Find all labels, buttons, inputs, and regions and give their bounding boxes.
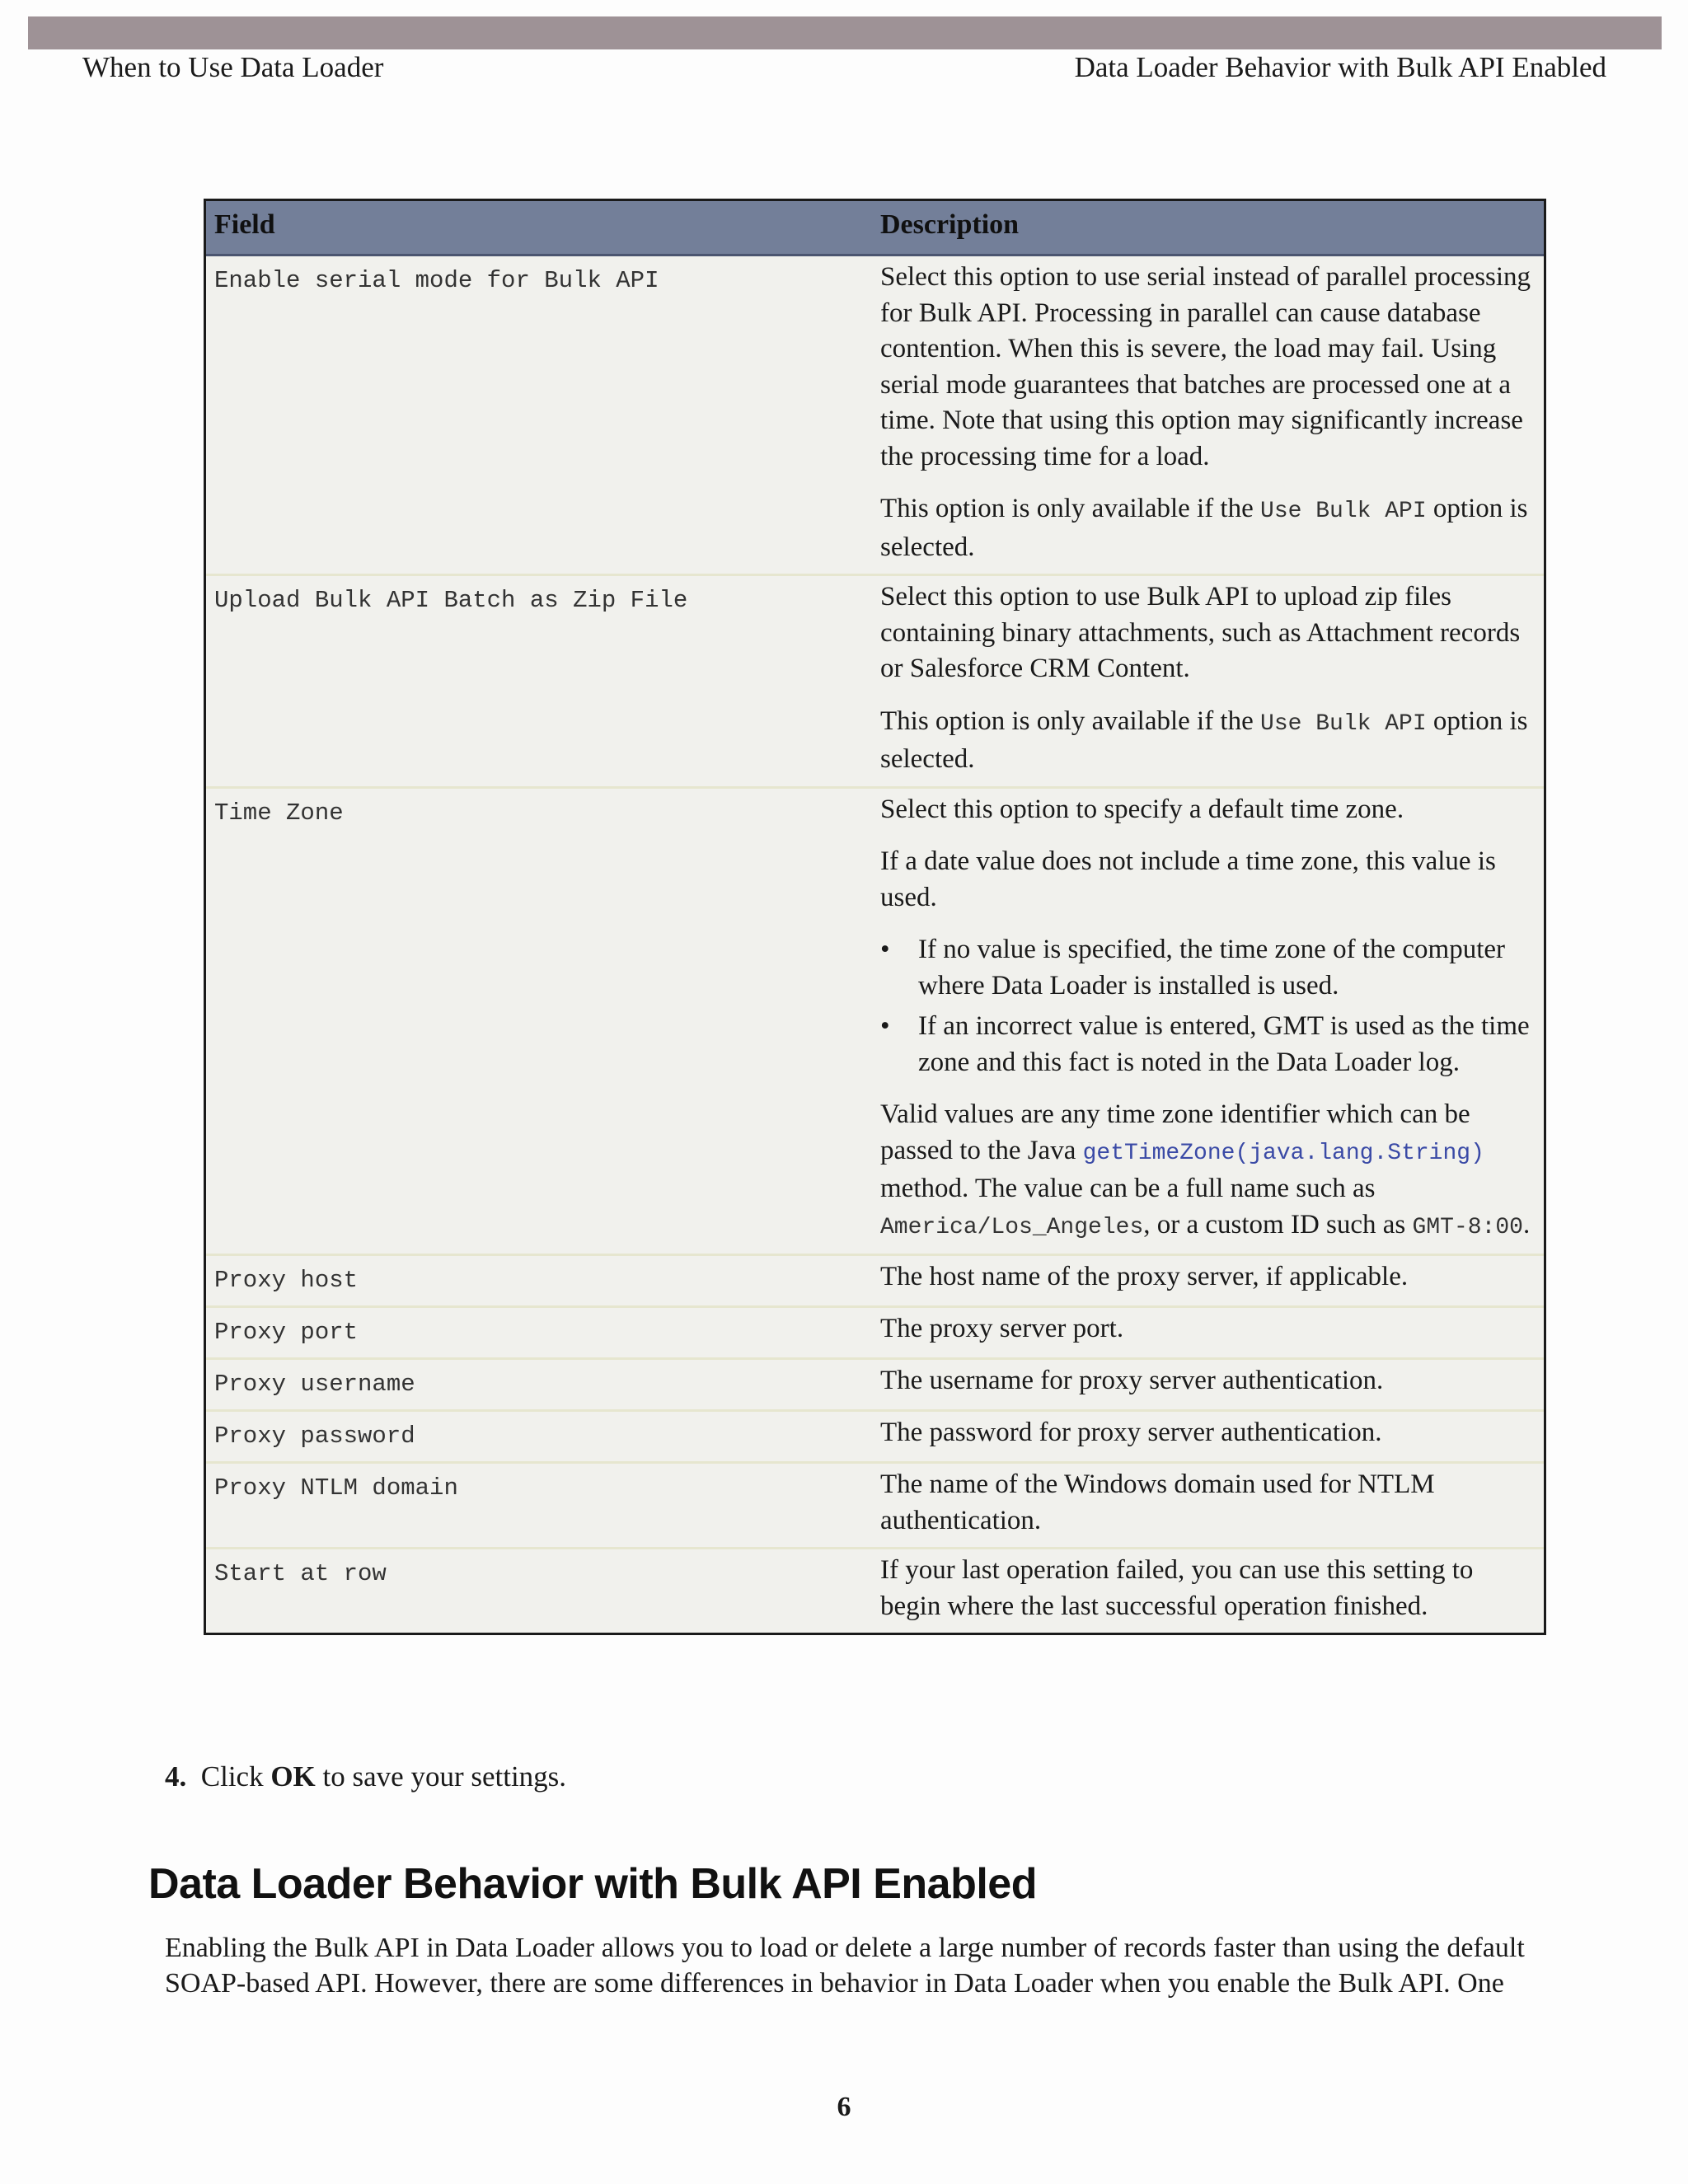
field-name: Start at row: [214, 1560, 387, 1587]
field-name: Time Zone: [214, 799, 344, 827]
field-description: The host name of the proxy server, if applicable.: [880, 1262, 1409, 1291]
bullet-icon: •: [880, 935, 890, 964]
field-description: [872, 576, 1544, 786]
page-number: 6: [837, 2092, 851, 2122]
inline-code: Use Bulk API: [1260, 710, 1427, 737]
field-name: Proxy host: [214, 1267, 359, 1294]
table-row: [206, 256, 1544, 576]
table-row: [206, 1308, 1544, 1360]
step-4: 4. Click OK to save your settings.: [165, 1760, 567, 1793]
description-paragraph: This option is only available if the Use Bulk API option is selected.: [880, 705, 1528, 774]
field-description: [872, 256, 1544, 574]
field-name: Proxy password: [214, 1422, 415, 1450]
inline-code: GMT-8:00: [1412, 1214, 1523, 1240]
table-header-row: [206, 201, 1544, 256]
description-paragraph: Select this option to use serial instead of parallel processing for Bulk API. Processing in parallel can cause database contention. When this is severe, the load may fail. Using serial mode guarantees that batches are processed one at a time. Note that using this option may significantly increase the processing time for a load.: [880, 262, 1531, 471]
table-row: [206, 1464, 1544, 1549]
bullet-item: • If no value is specified, the time zone of the computer where Data Loader is installed is used.: [880, 932, 1539, 1004]
running-header-left: When to Use Data Loader: [82, 51, 384, 83]
column-header-description: Description: [880, 209, 1020, 240]
field-description: The name of the Windows domain used for NTLM authentication.: [880, 1469, 1435, 1535]
field-name: Proxy NTLM domain: [214, 1474, 458, 1502]
table-row: [206, 576, 1544, 789]
step-number: 4.: [165, 1760, 187, 1793]
inline-code: America/Los_Angeles: [880, 1214, 1144, 1240]
bullet-item: • If an incorrect value is entered, GMT is used as the time zone and this fact is noted in the Data Loader log.: [880, 1009, 1539, 1080]
table-row: [206, 789, 1544, 1257]
field-name: Proxy port: [214, 1319, 359, 1346]
description-paragraph: If a date value does not include a time zone, this value is used.: [880, 846, 1496, 912]
running-header-right: Data Loader Behavior with Bulk API Enabled: [1074, 51, 1606, 83]
table-row: [206, 1412, 1544, 1464]
java-method-link[interactable]: getTimeZone(java.lang.String): [1082, 1140, 1484, 1166]
column-header-field: Field: [214, 209, 275, 240]
field-description: [872, 789, 1544, 1254]
field-name: Enable serial mode for Bulk API: [214, 267, 659, 294]
field-description: If your last operation failed, you can use this setting to begin where the last successful operation finished.: [880, 1555, 1474, 1621]
field-description: The password for proxy server authentication.: [880, 1418, 1382, 1447]
table-row: [206, 1360, 1544, 1412]
description-paragraph: Select this option to specify a default time zone.: [880, 794, 1404, 824]
ok-label: OK: [270, 1760, 316, 1793]
field-name: Proxy username: [214, 1371, 415, 1398]
section-body: Enabling the Bulk API in Data Loader allows you to load or delete a large number of records faster than using the default SOAP-based API. However, there are some differences in behavior in Data Loader when you enable the Bulk API. One: [165, 1933, 1525, 1999]
field-name: Upload Bulk API Batch as Zip File: [214, 587, 688, 614]
settings-table: [204, 199, 1546, 1635]
bullet-list: [880, 932, 1539, 1080]
top-bar: [28, 16, 1662, 49]
description-paragraph: This option is only available if the Use Bulk API option is selected.: [880, 494, 1528, 562]
field-description: The proxy server port.: [880, 1314, 1124, 1343]
description-paragraph: Valid values are any time zone identifier which can be passed to the Java getTimeZone(java.lang.String) method. The value can be a full name such as America/Los_Angeles, or a custom ID such as GMT-8:00.: [880, 1099, 1531, 1240]
section-heading: Data Loader Behavior with Bulk API Enabled: [148, 1860, 1037, 1908]
inline-code: Use Bulk API: [1260, 499, 1427, 524]
bullet-icon: •: [880, 1011, 890, 1041]
description-paragraph: Select this option to use Bulk API to upload zip files containing binary attachments, such as Attachment records or Salesforce CRM Content.: [880, 582, 1521, 683]
table-row: [206, 1549, 1544, 1633]
table-row: [206, 1256, 1544, 1308]
field-description: The username for proxy server authentication.: [880, 1366, 1384, 1395]
